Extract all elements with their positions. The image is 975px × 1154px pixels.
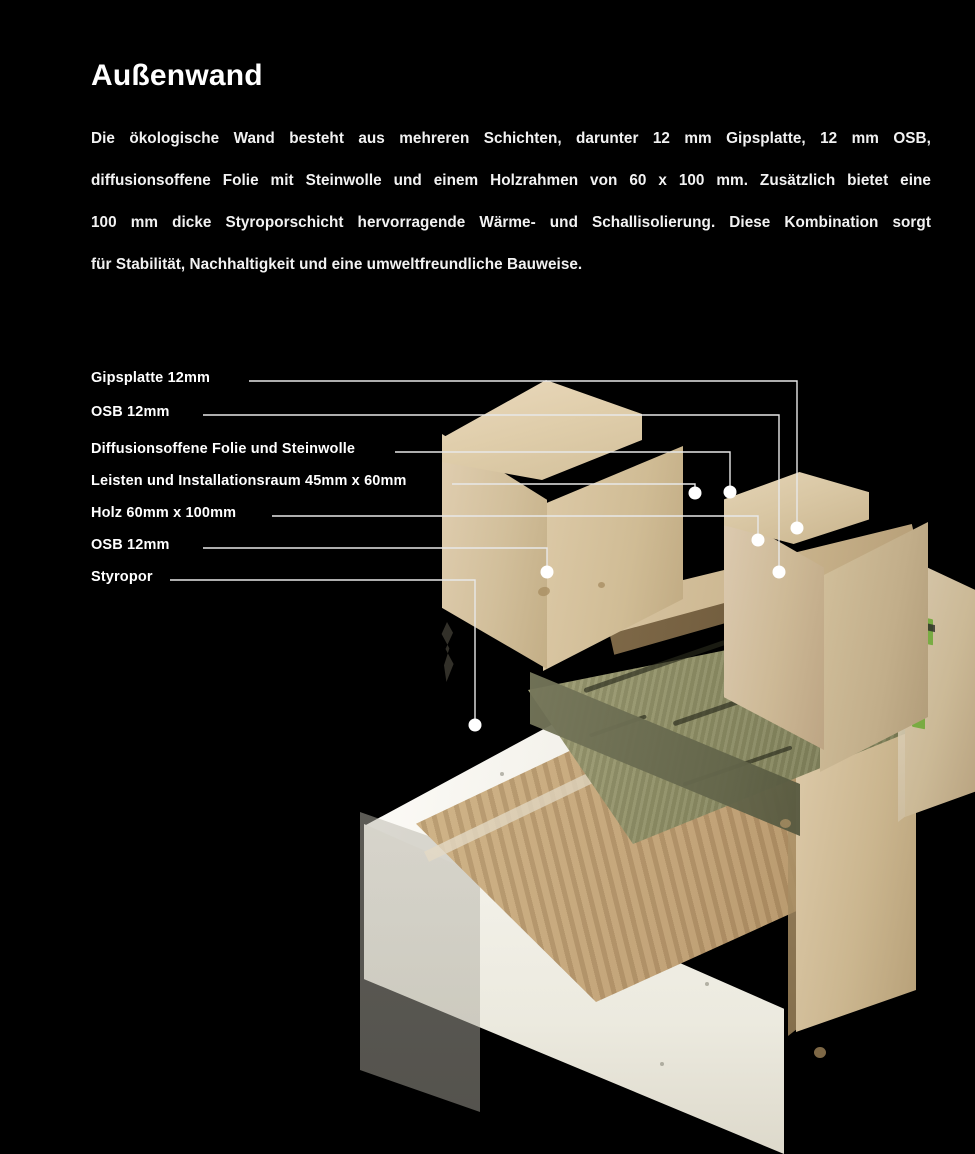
callout-label-styropor: Styropor [91, 569, 153, 585]
wood-knot [814, 1047, 826, 1058]
styrofoam-speck [660, 1062, 664, 1066]
intro-line-1: Die ökologische Wand besteht aus mehreren Schichten, darunter 12 mm Gipsplatte, 12 mm OSB, [91, 130, 931, 147]
callout-label-folie: Diffusionsoffene Folie und Steinwolle [91, 441, 356, 457]
callout-label-osb-inner: OSB 12mm [91, 537, 170, 553]
intro-line-3: 100 mm dicke Styroporschicht hervorragende Wärme- und Schallisolierung. Diese Kombination sorgt [91, 214, 931, 231]
callout-label-gipsplatte: Gipsplatte 12mm [91, 370, 211, 386]
callout-label-osb-outer: OSB 12mm [91, 404, 170, 420]
callout-label-leisten: Leisten und Installationsraum 45mm x 60mm [91, 473, 407, 489]
page-title: Außenwand [91, 59, 263, 92]
intro-line-4: für Stabilität, Nachhaltigkeit und eine umweltfreundliche Bauweise. [91, 256, 583, 273]
callout-label-holz: Holz 60mm x 100mm [91, 505, 237, 521]
intro-line-2: diffusionsoffene Folie mit Steinwolle und einem Holzrahmen von 60 x 100 mm. Zusätzlich bietet eine [91, 172, 931, 189]
